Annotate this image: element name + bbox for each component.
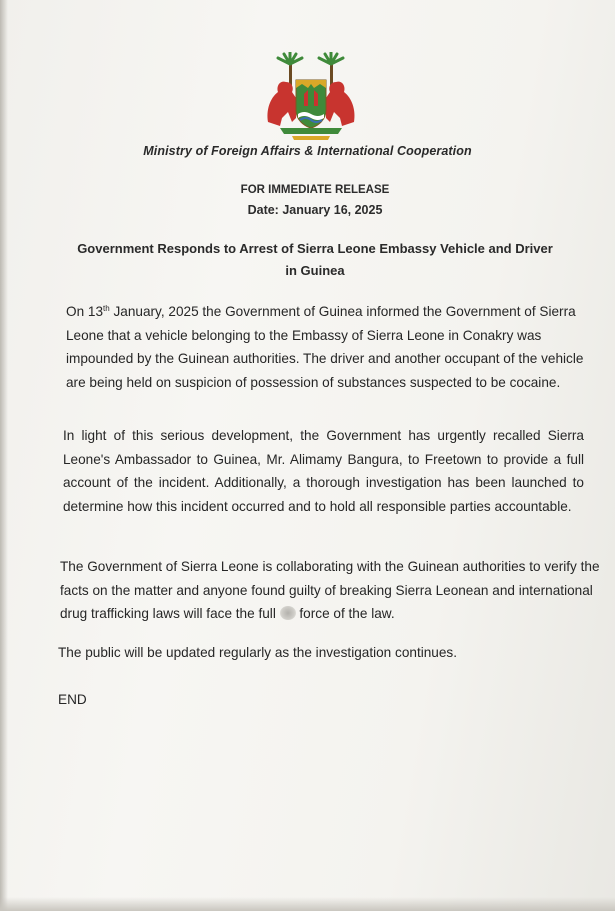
sierra-leone-coat-of-arms-icon	[262, 52, 360, 140]
page-left-shadow	[0, 0, 8, 911]
paragraph-3	[60, 555, 600, 626]
end-marker: END	[58, 692, 87, 707]
release-date: Date: January 16, 2025	[247, 203, 383, 217]
paragraph-1-ordinal: th	[103, 304, 110, 313]
paragraph-3-end: force of the law.	[299, 606, 395, 621]
release-label: FOR IMMEDIATE RELEASE	[240, 184, 390, 196]
paragraph-4: The public will be updated regularly as the investigation continues.	[58, 645, 457, 660]
paragraph-3-start: The Government of Sierra Leone is collaborating with the Guinean authorities to verify the facts on the matter and anyone found guilty of breaking Sierra Leonean and international drug trafficking laws will face the full	[60, 559, 600, 621]
ministry-name: Ministry of Foreign Affairs & International Cooperation	[143, 144, 472, 158]
paragraph-2: In light of this serious development, the Government has urgently recalled Sierra Leone's Ambassador to Guinea, Mr. Alimamy Bangura, to Freetown to provide a full account of the incident. Additionally, a thorough investigation has been launched to determine how this incident occurred and to hold all responsible parties accountable.	[63, 428, 584, 514]
paragraph-1-rest: January, 2025 the Government of Guinea informed the Government of Sierra Leone that a vehicle belonging to the Embassy of Sierra Leone in Conakry was impounded by the Guinean authorities. The driver and another occupant of the vehicle are being held on suspicion of possession of substances suspected to be cocaine.	[66, 304, 584, 390]
paragraph-1	[66, 300, 588, 394]
smudge-mark	[280, 606, 296, 620]
headline: Government Responds to Arrest of Sierra Leone Embassy Vehicle and Driver in Guinea	[77, 241, 553, 278]
page-bottom-edge	[0, 897, 615, 911]
paragraph-1-start: On 13	[66, 304, 104, 319]
